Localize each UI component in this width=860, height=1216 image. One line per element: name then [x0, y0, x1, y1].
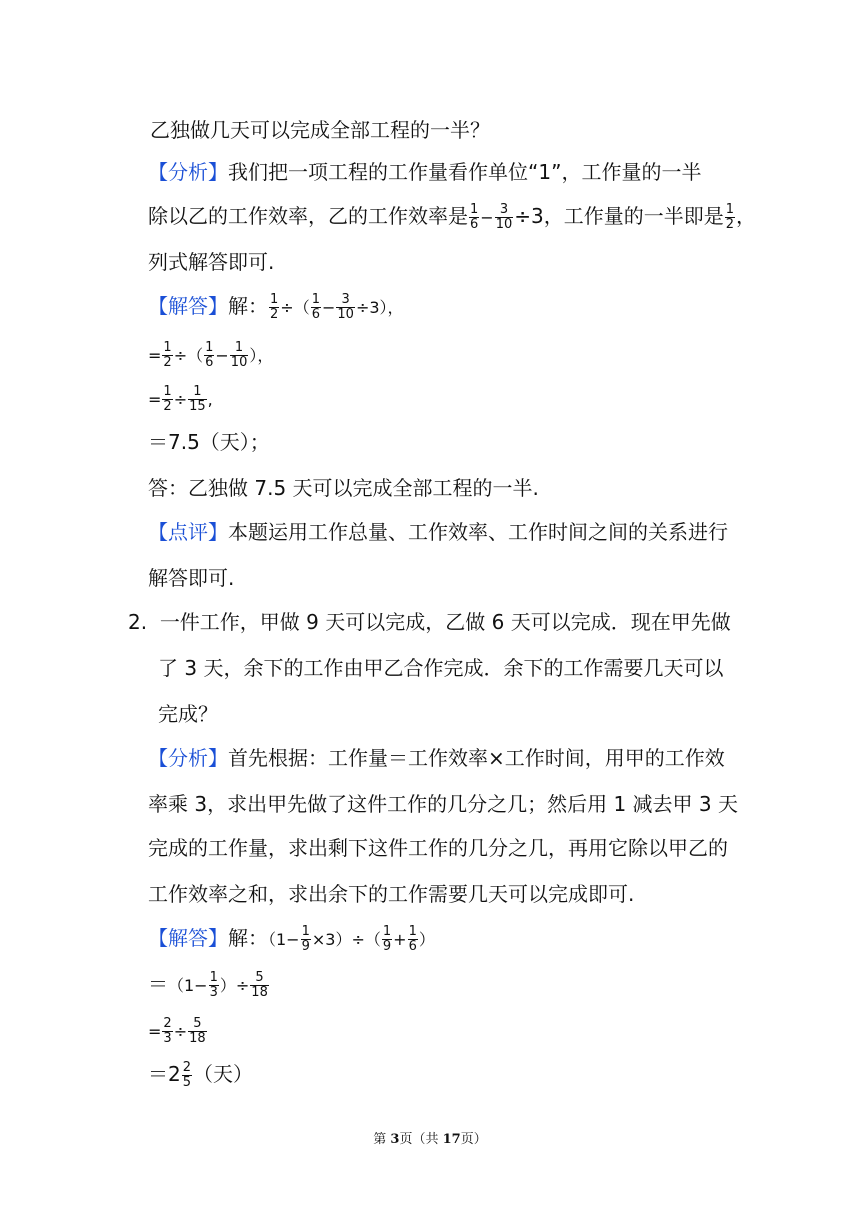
solution-tag: 【解答】	[148, 294, 228, 318]
page-total: 17	[442, 1132, 461, 1147]
q1-analysis-line-1: 【分析】我们把一项工程的工作量看作单位“1”，工作量的一半	[148, 160, 702, 184]
analysis-tag: 【分析】	[148, 160, 228, 184]
fraction: $\frac{1}{6}$	[408, 924, 417, 954]
q2-solution-step-3: = $\frac{2}{3}$ ÷ $\frac{5}{18}$	[148, 1016, 206, 1046]
fraction: $\frac{1}{6}$	[311, 292, 320, 322]
q1-analysis-line-2: 除以乙的工作效率，乙的工作效率是 $\frac{1}{6}$ − $\frac{3}{10}$ ÷3，工作量的一半即是 $\frac{1}{2}$ ，	[148, 202, 756, 232]
fraction: $\frac{1}{10}$	[230, 340, 248, 370]
fraction: $\frac{3}{10}$	[495, 202, 513, 232]
fraction: $\frac{3}{10}$	[337, 292, 354, 322]
fraction: $\frac{1}{15}$	[189, 384, 206, 414]
q1-answer: 答：乙独做 7.5 天可以完成全部工程的一半.	[148, 476, 539, 500]
q1-solution-step-4: ＝7.5（天）；	[148, 430, 270, 454]
q1-solution-step-1: 【解答】解： $\frac{1}{2}$ ÷（ $\frac{1}{6}$ − $\frac{3}{10}$ ÷3），	[148, 292, 404, 322]
page-number: 3	[390, 1132, 400, 1147]
q2-analysis-line-3: 完成的工作量，求出剩下这件工作的几分之几，再用它除以甲乙的	[148, 836, 728, 860]
fraction: $\frac{2}{5}$	[182, 1060, 192, 1090]
q1-comment-line-2: 解答即可.	[148, 566, 235, 590]
q2-question-line-1: 2. 一件工作，甲做 9 天可以完成，乙做 6 天可以完成．现在甲先做	[128, 610, 731, 634]
fraction: $\frac{1}{6}$	[205, 340, 214, 370]
q2-analysis-line-1: 【分析】首先根据：工作量＝工作效率×工作时间，用甲的工作效	[148, 746, 725, 770]
fraction: $\frac{5}{18}$	[251, 970, 268, 1000]
q1-comment-line-1: 【点评】本题运用工作总量、工作效率、工作时间之间的关系进行	[148, 520, 728, 544]
q1-analysis-line-3: 列式解答即可.	[148, 250, 275, 274]
fraction: $\frac{1}{6}$	[470, 202, 479, 232]
q2-question-line-2: 了 3 天，余下的工作由甲乙合作完成．余下的工作需要几天可以	[158, 656, 724, 680]
fraction: $\frac{1}{9}$	[301, 924, 310, 954]
q2-solution-result: ＝2 $\frac{2}{5}$ （天）	[148, 1060, 254, 1090]
analysis-tag: 【分析】	[148, 746, 228, 770]
fraction: $\frac{1}{2}$	[725, 202, 734, 232]
fraction: $\frac{1}{2}$	[163, 340, 172, 370]
fraction: $\frac{2}{3}$	[163, 1016, 172, 1046]
q1-solution-step-3: = $\frac{1}{2}$ ÷ $\frac{1}{15}$ ,	[148, 384, 213, 414]
fraction: $\frac{1}{2}$	[270, 292, 279, 322]
fraction: $\frac{5}{18}$	[189, 1016, 206, 1046]
page-footer: 第 3页（共 17页）	[373, 1132, 487, 1147]
fraction: $\frac{1}{2}$	[163, 384, 172, 414]
comment-tag: 【点评】	[148, 520, 228, 544]
question-tail: 乙独做几天可以完成全部工程的一半？	[150, 118, 490, 142]
q1-solution-step-2: = $\frac{1}{2}$ ÷（ $\frac{1}{6}$ − $\frac{1}{10}$ ），	[148, 340, 274, 370]
q2-solution-step-1: 【解答】解：（1− $\frac{1}{9}$ ×3）÷（ $\frac{1}{9}$ + $\frac{1}{6}$ ）	[148, 924, 435, 954]
solution-tag: 【解答】	[148, 926, 228, 950]
q2-analysis-line-4: 工作效率之和，求出余下的工作需要几天可以完成即可.	[148, 882, 635, 906]
q2-question-line-3: 完成？	[158, 702, 218, 726]
q2-analysis-line-2: 率乘 3，求出甲先做了这件工作的几分之几；然后用 1 减去甲 3 天	[148, 792, 738, 816]
q2-solution-step-2: ＝（1− $\frac{1}{3}$ ）÷ $\frac{5}{18}$	[148, 970, 268, 1000]
fraction: $\frac{1}{9}$	[382, 924, 392, 954]
question-number: 2.	[128, 610, 148, 634]
fraction: $\frac{1}{3}$	[209, 970, 218, 1000]
